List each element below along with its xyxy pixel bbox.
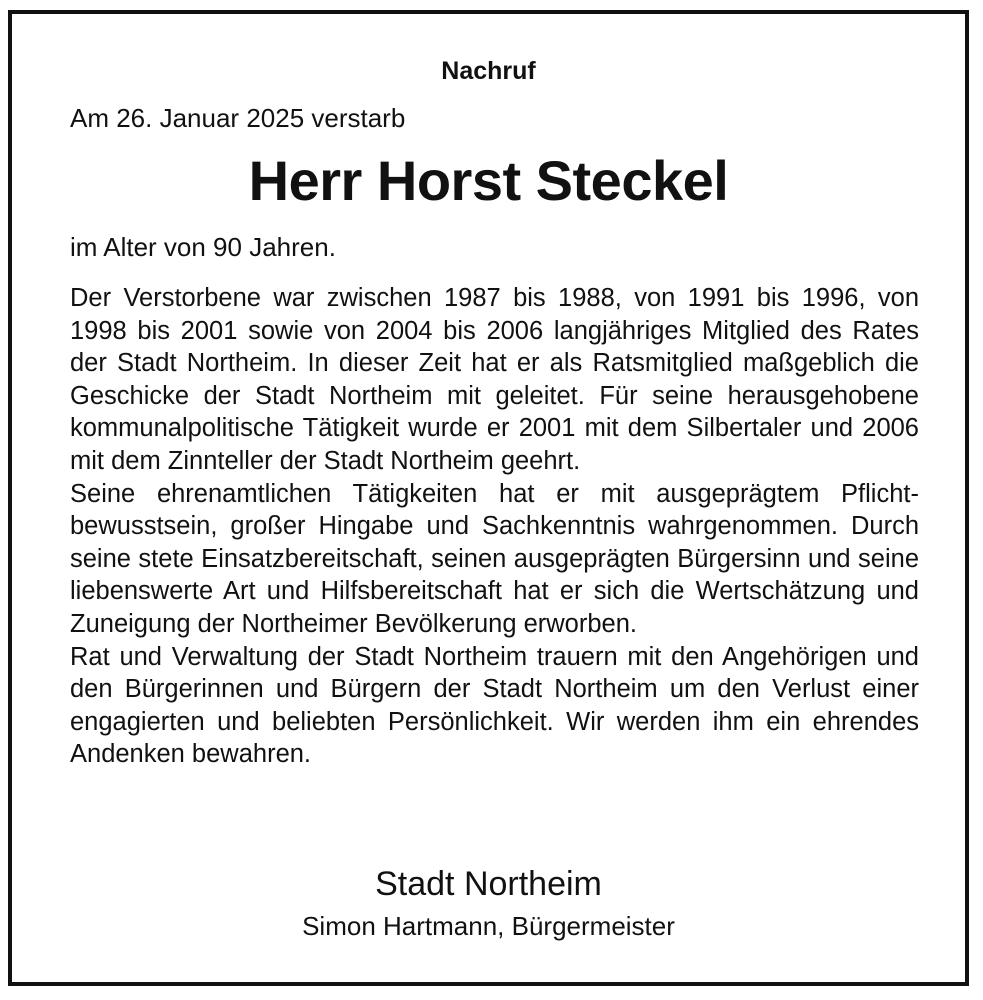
notice-heading: Nachruf [441,57,536,85]
deceased-name: Herr Horst Steckel [248,149,729,212]
obituary-notice [8,10,969,986]
body-paragraph-honorary: Seine ehrenamtlichen Tätigkeiten hat er mit ausgeprägtem Pflichtbewusstsein, großer Hingabe und Sachkenntnis wahrgenommen. Durch seine stete Einsatzbereitschaft, seinen ausgeprägten Bürgersinn und seine liebenswerte Art und Hilfsbereitschaft hat er sich die Wertschätzung und Zuneigung der Northeimer Bevölkerung erworben. [70,479,919,638]
death-date-line: Am 26. Januar 2025 verstarb [70,103,406,133]
obituary-body [70,282,919,771]
signer-line: Simon Hartmann, Bürgermeister [302,911,675,941]
age-line: im Alter von 90 Jahren. [70,232,336,262]
organization-signature: Stadt Northeim [375,865,602,903]
body-paragraph-mourning: Rat und Verwaltung der Stadt Northeim trauern mit den Angehörigen und den Bürgerinnen und Bürgern der Stadt Northeim um den Verlust einer engagierten und beliebten Persönlichkeit. Wir werden ihm ein ehrendes Andenken bewahren. [70,642,919,769]
body-paragraph-career: Der Verstorbene war zwischen 1987 bis 1988, von 1991 bis 1996, von 1998 bis 2001 sowie von 2004 bis 2006 langjähriges Mitglied des Rates der Stadt Northeim. In dieser Zeit hat er als Ratsmitglied maßgeblich die Geschicke der Stadt Northeim mit geleitet. Für seine herausgehobene kommunalpolitische Tätigkeit wurde er 2001 mit dem Silbertaler und 2006 mit dem Zinnteller der Stadt Northeim geehrt. [70,284,919,475]
